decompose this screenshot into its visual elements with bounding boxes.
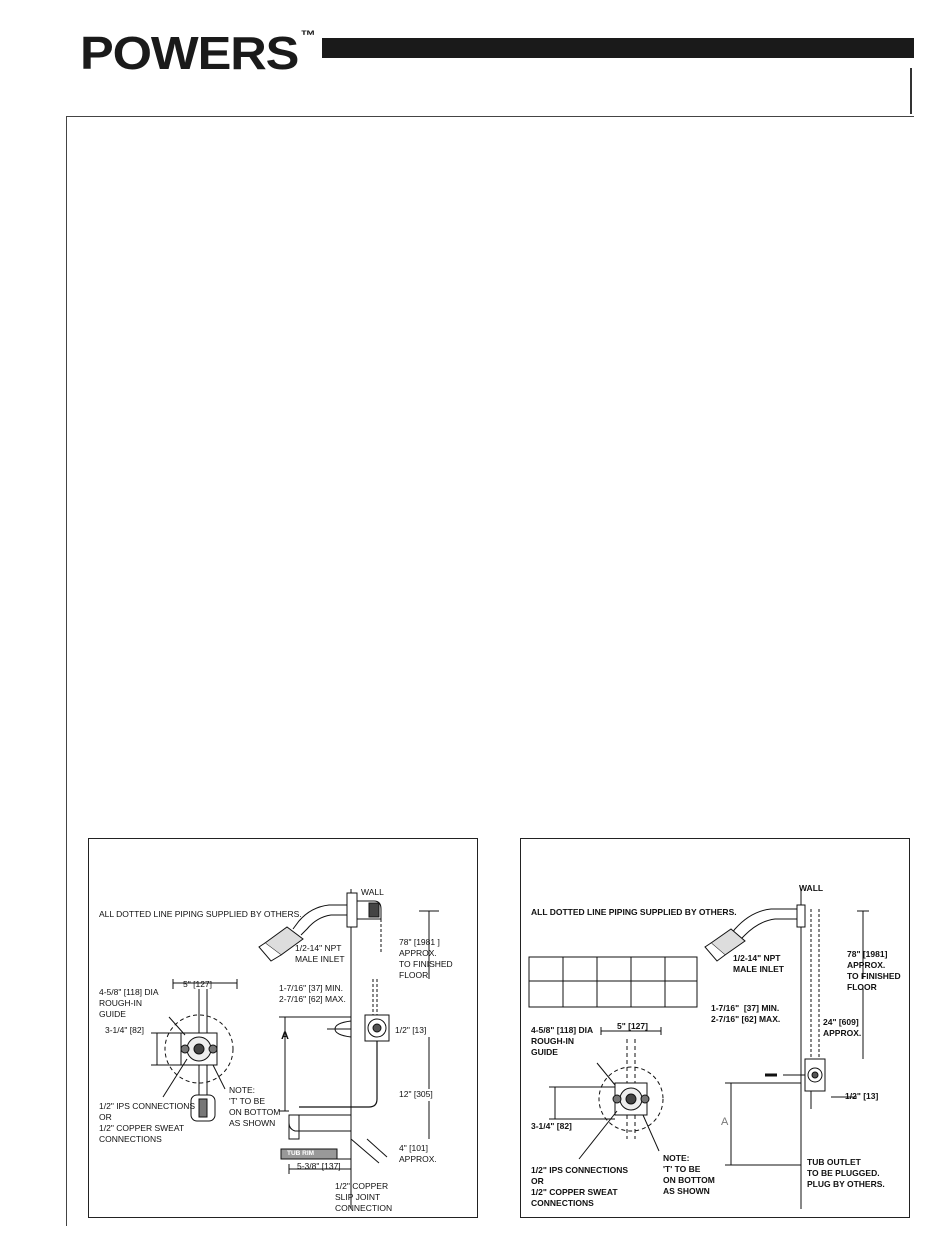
vertical-label: 3-1/4" [82] [105,1025,144,1035]
vertical-label-right: 3-1/4" [82] [531,1121,572,1131]
half-inch-label-right: 1/2" [13] [845,1091,879,1101]
dim-a-label: A [281,1030,289,1042]
height-label: 78" [1981 ] APPROX. TO FINISHED FLOOR [399,937,453,980]
rough-in-label-right: 4-5/8" [118] DIA ROUGH-IN GUIDE [531,1025,594,1057]
rough-in-label: 4-5/8" [118] DIA ROUGH-IN GUIDE [99,987,159,1019]
four-inch-label: 4" [101] APPROX. [399,1143,437,1164]
wall-label-right: WALL [799,883,824,893]
depth-label-right: 1-7/16" [37] MIN. 2-7/16" [62] MAX. [711,1003,781,1024]
twelve-inch-label: 12" [305] [399,1089,433,1099]
spout-label: 5-3/8" [137] [297,1161,341,1171]
tub-outlet-label-right: TUB OUTLET TO BE PLUGGED. PLUG BY OTHERS. [807,1157,885,1189]
copper-connection-label: 1/2" COPPER SLIP JOINT CONNECTION [335,1181,393,1213]
inlet-label: 1/2-14" NPT MALE INLET [295,943,345,964]
inlet-label-right: 1/2-14" NPT MALE INLET [733,953,784,974]
connections-label: 1/2" IPS CONNECTIONS OR 1/2" COPPER SWEAT CONNECTIONS [99,1101,196,1144]
dotted-piping-note: ALL DOTTED LINE PIPING SUPPLIED BY OTHERS. [99,909,302,919]
height-label-right: 78" [1981] APPROX. TO FINISHED FLOOR [847,949,901,992]
header-rule [910,68,912,114]
width-label-right: 5" [127] [617,1021,648,1031]
t-note-label-right: NOTE: 'T' TO BE ON BOTTOM AS SHOWN [663,1153,715,1196]
tub-rim-label: TUB RIM [287,1150,315,1157]
page-frame-top [66,116,914,117]
t-note-label: NOTE: 'T' TO BE ON BOTTOM AS SHOWN [229,1085,281,1128]
shower-rough-in-diagram [520,838,910,1218]
half-inch-label: 1/2" [13] [395,1025,427,1035]
tub-shower-rough-in-diagram [88,838,478,1218]
page-frame-left [66,116,67,1226]
header-bar [322,38,914,58]
width-label: 5" [127] [183,979,213,989]
brand-logo: POWERS ™ [80,27,315,79]
wall-label: WALL [361,887,384,897]
connections-label-right: 1/2" IPS CONNECTIONS OR 1/2" COPPER SWEAT CONNECTIONS [531,1165,629,1208]
depth-label: 1-7/16" [37] MIN. 2-7/16" [62] MAX. [279,983,346,1004]
twentyfour-label-right: 24" [609] APPROX. [823,1017,862,1038]
dotted-piping-note-right: ALL DOTTED LINE PIPING SUPPLIED BY OTHERS. [531,907,737,917]
dim-a-label-right: A [721,1116,729,1128]
